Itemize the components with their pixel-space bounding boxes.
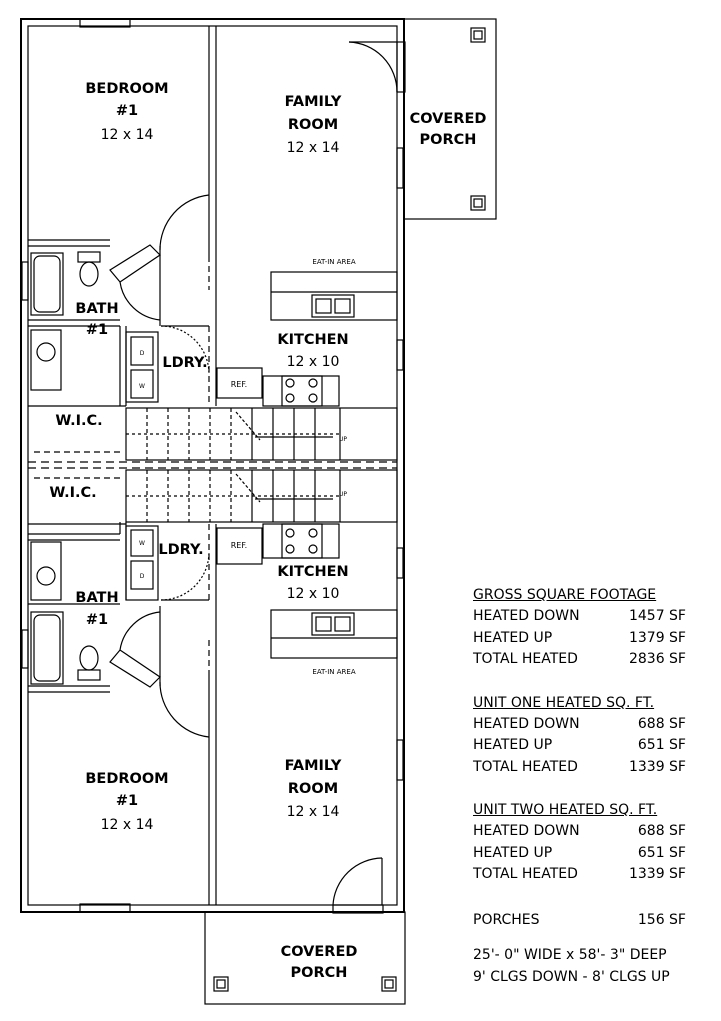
family-room-label-top: FAMILY xyxy=(284,94,342,110)
unit-two-sf-heading: UNIT TWO HEATED SQ. FT. xyxy=(473,802,658,818)
bath-number-top: #1 xyxy=(85,322,109,338)
stairs-unit-one xyxy=(126,408,397,460)
bedroom-number-bottom: #1 xyxy=(115,793,139,809)
kitchen-size-top: 12 x 10 xyxy=(286,354,340,370)
table-row: TOTAL HEATED 2836 SF xyxy=(473,651,686,667)
gross-sf-heading: GROSS SQUARE FOOTAGE xyxy=(473,587,657,603)
kitchen-size-bottom: 12 x 10 xyxy=(286,586,340,602)
table-row: HEATED UP 651 SF xyxy=(473,737,686,753)
ref-label-top: REF. xyxy=(230,380,248,389)
bathtub xyxy=(31,253,63,315)
overall-dimensions-note: 25'- 0" WIDE x 58'- 3" DEEP xyxy=(473,947,667,963)
bedroom-size-top: 12 x 14 xyxy=(100,127,154,143)
table-row: HEATED DOWN 688 SF xyxy=(473,715,686,732)
unit-one-sf-heading: UNIT ONE HEATED SQ. FT. xyxy=(473,694,655,711)
wic-label-top: W.I.C. xyxy=(55,413,103,429)
family-room-size-bottom: 12 x 14 xyxy=(286,804,340,820)
bath-label-bottom: BATH xyxy=(75,590,119,606)
eat-in-label-bottom: EAT-IN AREA xyxy=(312,668,356,676)
laundry-label-top: LDRY. xyxy=(162,355,208,371)
ceiling-heights-note: 9' CLGS DOWN - 8' CLGS UP xyxy=(473,968,670,985)
bath-label-top: BATH xyxy=(75,301,119,317)
wic-label-bottom: W.I.C. xyxy=(49,485,97,501)
table-row: HEATED UP 1379 SF xyxy=(473,629,686,646)
eat-in-label-top: EAT-IN AREA xyxy=(312,258,356,266)
exterior-wall-outer xyxy=(21,19,404,912)
toilet xyxy=(78,252,100,262)
porches-row: PORCHES 156 SF xyxy=(473,911,686,928)
covered-porch-label2-bottom: PORCH xyxy=(290,965,348,981)
bedroom-size-bottom: 12 x 14 xyxy=(100,817,154,833)
table-row: HEATED UP 651 SF xyxy=(473,844,686,861)
stair-up-label-bottom: UP xyxy=(338,491,348,498)
ref-label-bottom: REF. xyxy=(230,541,248,550)
bedroom-number-top: #1 xyxy=(115,103,139,119)
bedroom-label-bottom: BEDROOM xyxy=(85,771,169,787)
bedroom-door-swing-top xyxy=(160,195,209,250)
table-row: HEATED DOWN 688 SF xyxy=(473,823,686,839)
range xyxy=(263,376,339,406)
bedroom-label-top: BEDROOM xyxy=(85,81,169,97)
table-row: HEATED DOWN 1457 SF xyxy=(473,608,686,624)
table-row: TOTAL HEATED 1339 SF xyxy=(473,758,686,775)
exterior-wall-inner xyxy=(28,26,397,905)
kitchen-label-bottom: KITCHEN xyxy=(277,564,349,580)
front-door-swing-top xyxy=(349,42,397,92)
laundry-label-bottom: LDRY. xyxy=(158,542,204,558)
family-room-size-top: 12 x 14 xyxy=(286,140,340,156)
vanity xyxy=(31,330,61,390)
kitchen-counter-top xyxy=(271,272,397,320)
table-row: TOTAL HEATED 1339 SF xyxy=(473,866,686,882)
covered-porch-label-top: COVERED xyxy=(409,111,487,127)
covered-porch-label-bottom: COVERED xyxy=(280,944,358,960)
square-footage-table xyxy=(473,585,713,988)
bedroom-door-swing-bottom xyxy=(160,682,209,737)
stair-up-label-top: UP xyxy=(338,436,348,443)
washer-label-bottom: W xyxy=(139,540,145,547)
family-room-label2-bottom: ROOM xyxy=(287,781,339,797)
family-room-label-bottom: FAMILY xyxy=(284,758,342,774)
washer-label-top: W xyxy=(139,383,145,390)
family-room-label2-top: ROOM xyxy=(287,117,339,133)
bath-number-bottom: #1 xyxy=(85,612,109,628)
front-door-swing-bottom xyxy=(333,858,382,905)
kitchen-sink xyxy=(312,295,354,317)
dryer-label-bottom: D xyxy=(139,573,145,580)
covered-porch-label2-top: PORCH xyxy=(419,132,477,148)
dryer-label-top: D xyxy=(139,350,145,357)
stairs-unit-two xyxy=(126,470,397,522)
kitchen-label-top: KITCHEN xyxy=(277,332,349,348)
